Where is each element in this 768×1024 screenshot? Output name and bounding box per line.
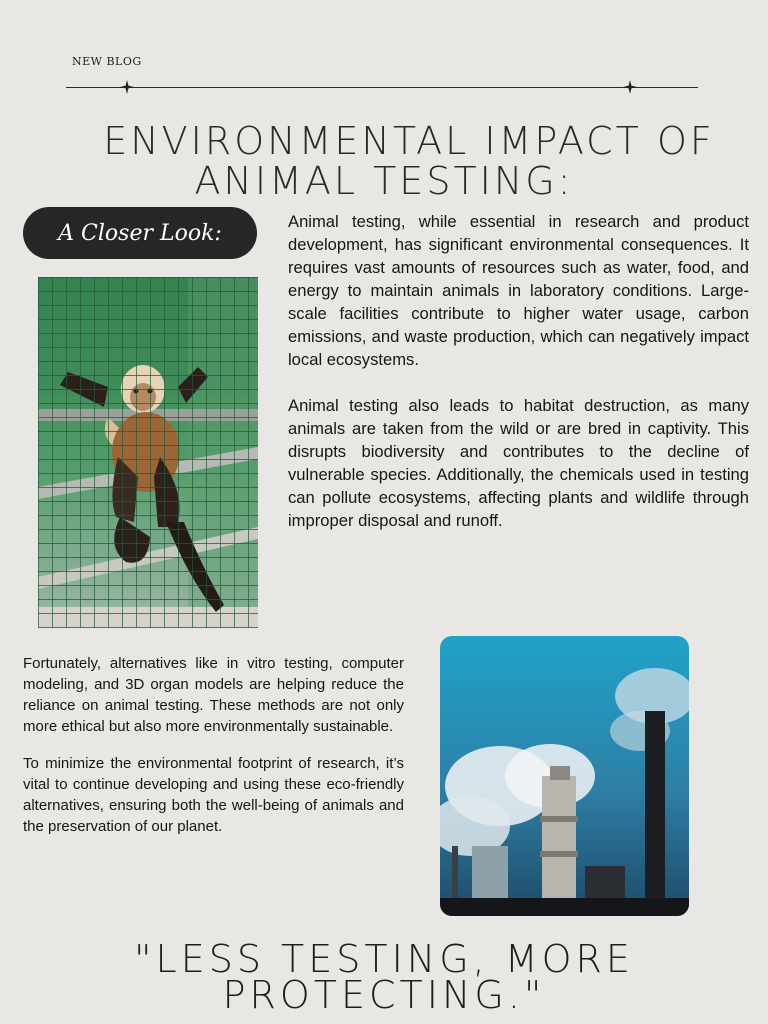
closing-quote-line-1: "LESS TESTING, MORE — [134, 937, 634, 981]
kicker-label: NEW BLOG — [72, 55, 142, 68]
header-divider — [66, 87, 698, 88]
paragraph: Fortunately, alternatives like in vitro testing, computer modeling, and 3D organ models are helping reduce the reliance on animal testing. These methods are not only more ethical but also more environmentally sustainable. — [23, 655, 404, 735]
page-title-line-2: ANIMAL TESTING: — [194, 159, 574, 203]
paragraph: Animal testing, while essential in research and product development, has significant environmental consequences. It requires vast amounts of resources such as water, food, and energy to maintain animals in laboratory conditions. Large-scale facilities contribute to higher water usage, carbon emissions, and waste production, which can negatively impact local ecosystems. — [288, 212, 749, 369]
page-title-line-1: ENVIRONMENTAL IMPACT OF — [103, 119, 715, 163]
left-column-text — [23, 653, 404, 853]
industrial-smokestacks-photo — [440, 636, 689, 916]
right-column-text — [288, 210, 749, 555]
sparkle-star-icon — [623, 80, 637, 94]
sparkle-star-icon — [120, 80, 134, 94]
subtitle-pill: A Closer Look: — [23, 207, 257, 259]
paragraph: To minimize the environmental footprint of research, it’s vital to continue developing and using these eco-friendly alternatives, ensuring both the well-being of animals and the preservation of our planet. — [23, 755, 404, 835]
closing-quote — [0, 937, 768, 1017]
capuchin-monkey-in-cage-photo — [38, 277, 258, 628]
page-title — [0, 119, 768, 203]
closing-quote-line-2: PROTECTING." — [222, 973, 546, 1017]
paragraph: Animal testing also leads to habitat destruction, as many animals are taken from the wild or are bred in captivity. This disrupts biodiversity and contributes to the decline of vulnerable species. Additionally, the chemicals used in testing can pollute ecosystems, affecting plants and wildlife through improper disposal and runoff. — [288, 396, 749, 530]
